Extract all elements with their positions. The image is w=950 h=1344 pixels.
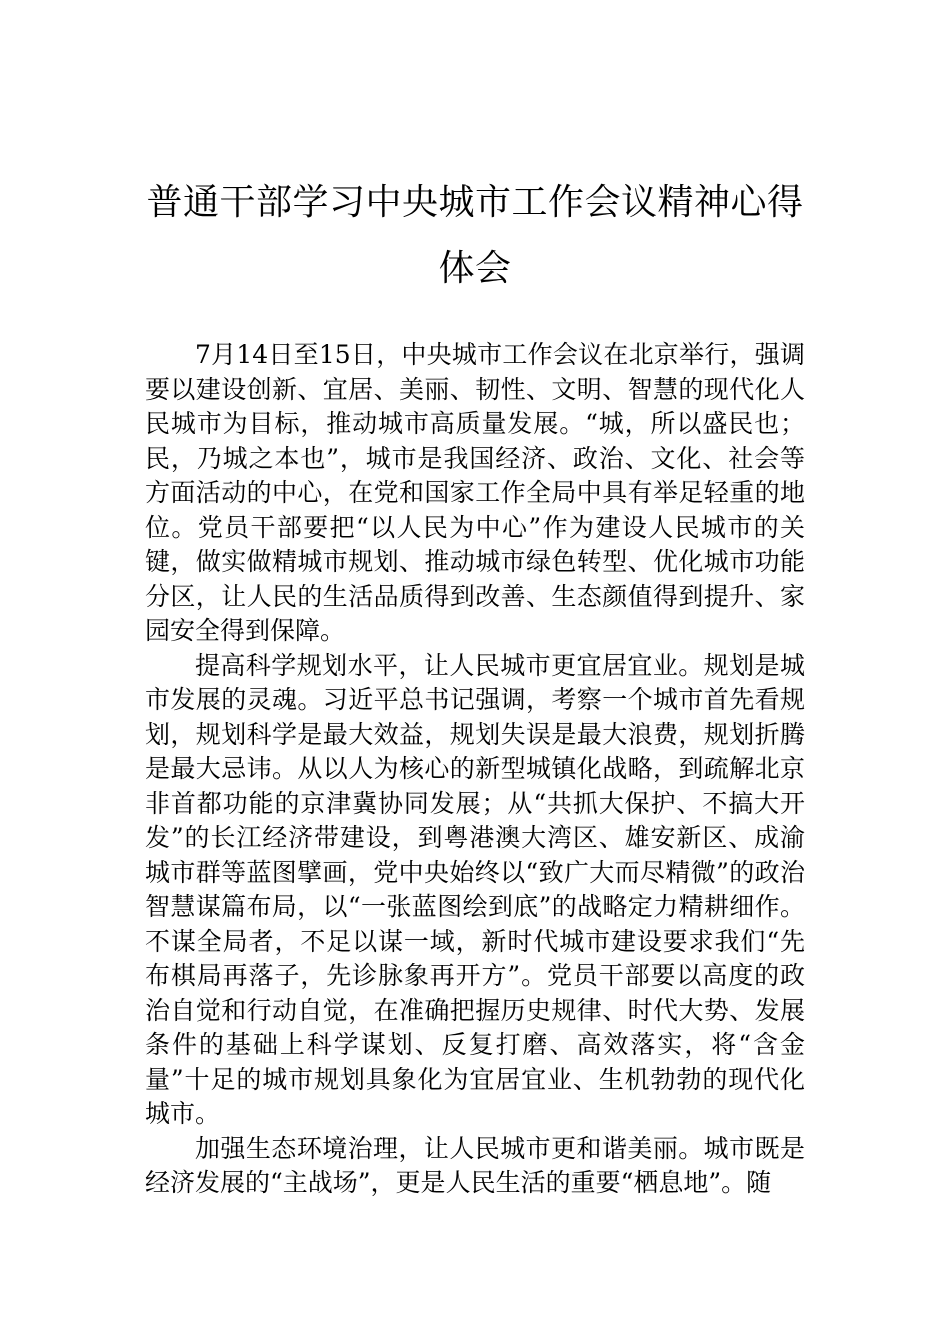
paragraph-3: 加强生态环境治理，让人民城市更和谐美丽。城市既是经济发展的“主战场”，更是人民生活的重要“栖息地”。随 — [145, 1133, 805, 1197]
paragraph-2: 提高科学规划水平，让人民城市更宜居宜业。规划是城市发展的灵魂。习近平总书记强调，考察一个城市首先看规划，规划科学是最大效益，规划失误是最大浪费，规划折腾是最大忌讳。从以人为核心的新型城镇化战略，到疏解北京非首都功能的京津冀协同发展；从“共抓大保护、不搞大开发”的长江经济带建设，到粤港澳大湾区、雄安新区、成渝城市群等蓝图擘画，党中央始终以“致广大而尽精微”的政治智慧谋篇布局，以“一张蓝图绘到底”的战略定力精耕细作。不谋全局者，不足以谋一域，新时代城市建设要求我们“先布棋局再落子，先诊脉象再开方”。党员干部要以高度的政治自觉和行动自觉，在准确把握历史规律、时代大势、发展条件的基础上科学谋划、反复打磨、高效落实，将“含金量”十足的城市规划具象化为宜居宜业、生机勃勃的现代化城市。 — [145, 650, 805, 1128]
document-body — [145, 338, 805, 1201]
document-title: 普通干部学习中央城市工作会议精神心得体会 — [146, 182, 804, 289]
paragraph-1: 7月14日至15日，中央城市工作会议在北京举行，强调要以建设创新、宜居、美丽、韧性、文明、智慧的现代化人民城市为目标，推动城市高质量发展。“城，所以盛民也；民，乃城之本也”，城市是我国经济、政治、文化、社会等方面活动的中心，在党和国家工作全局中具有举足轻重的地位。党员干部要把“以人民为中心”作为建设人民城市的关键，做实做精城市规划、推动城市绿色转型、优化城市功能分区，让人民的生活品质得到改善、生态颜值得到提升、家园安全得到保障。 — [145, 340, 805, 645]
